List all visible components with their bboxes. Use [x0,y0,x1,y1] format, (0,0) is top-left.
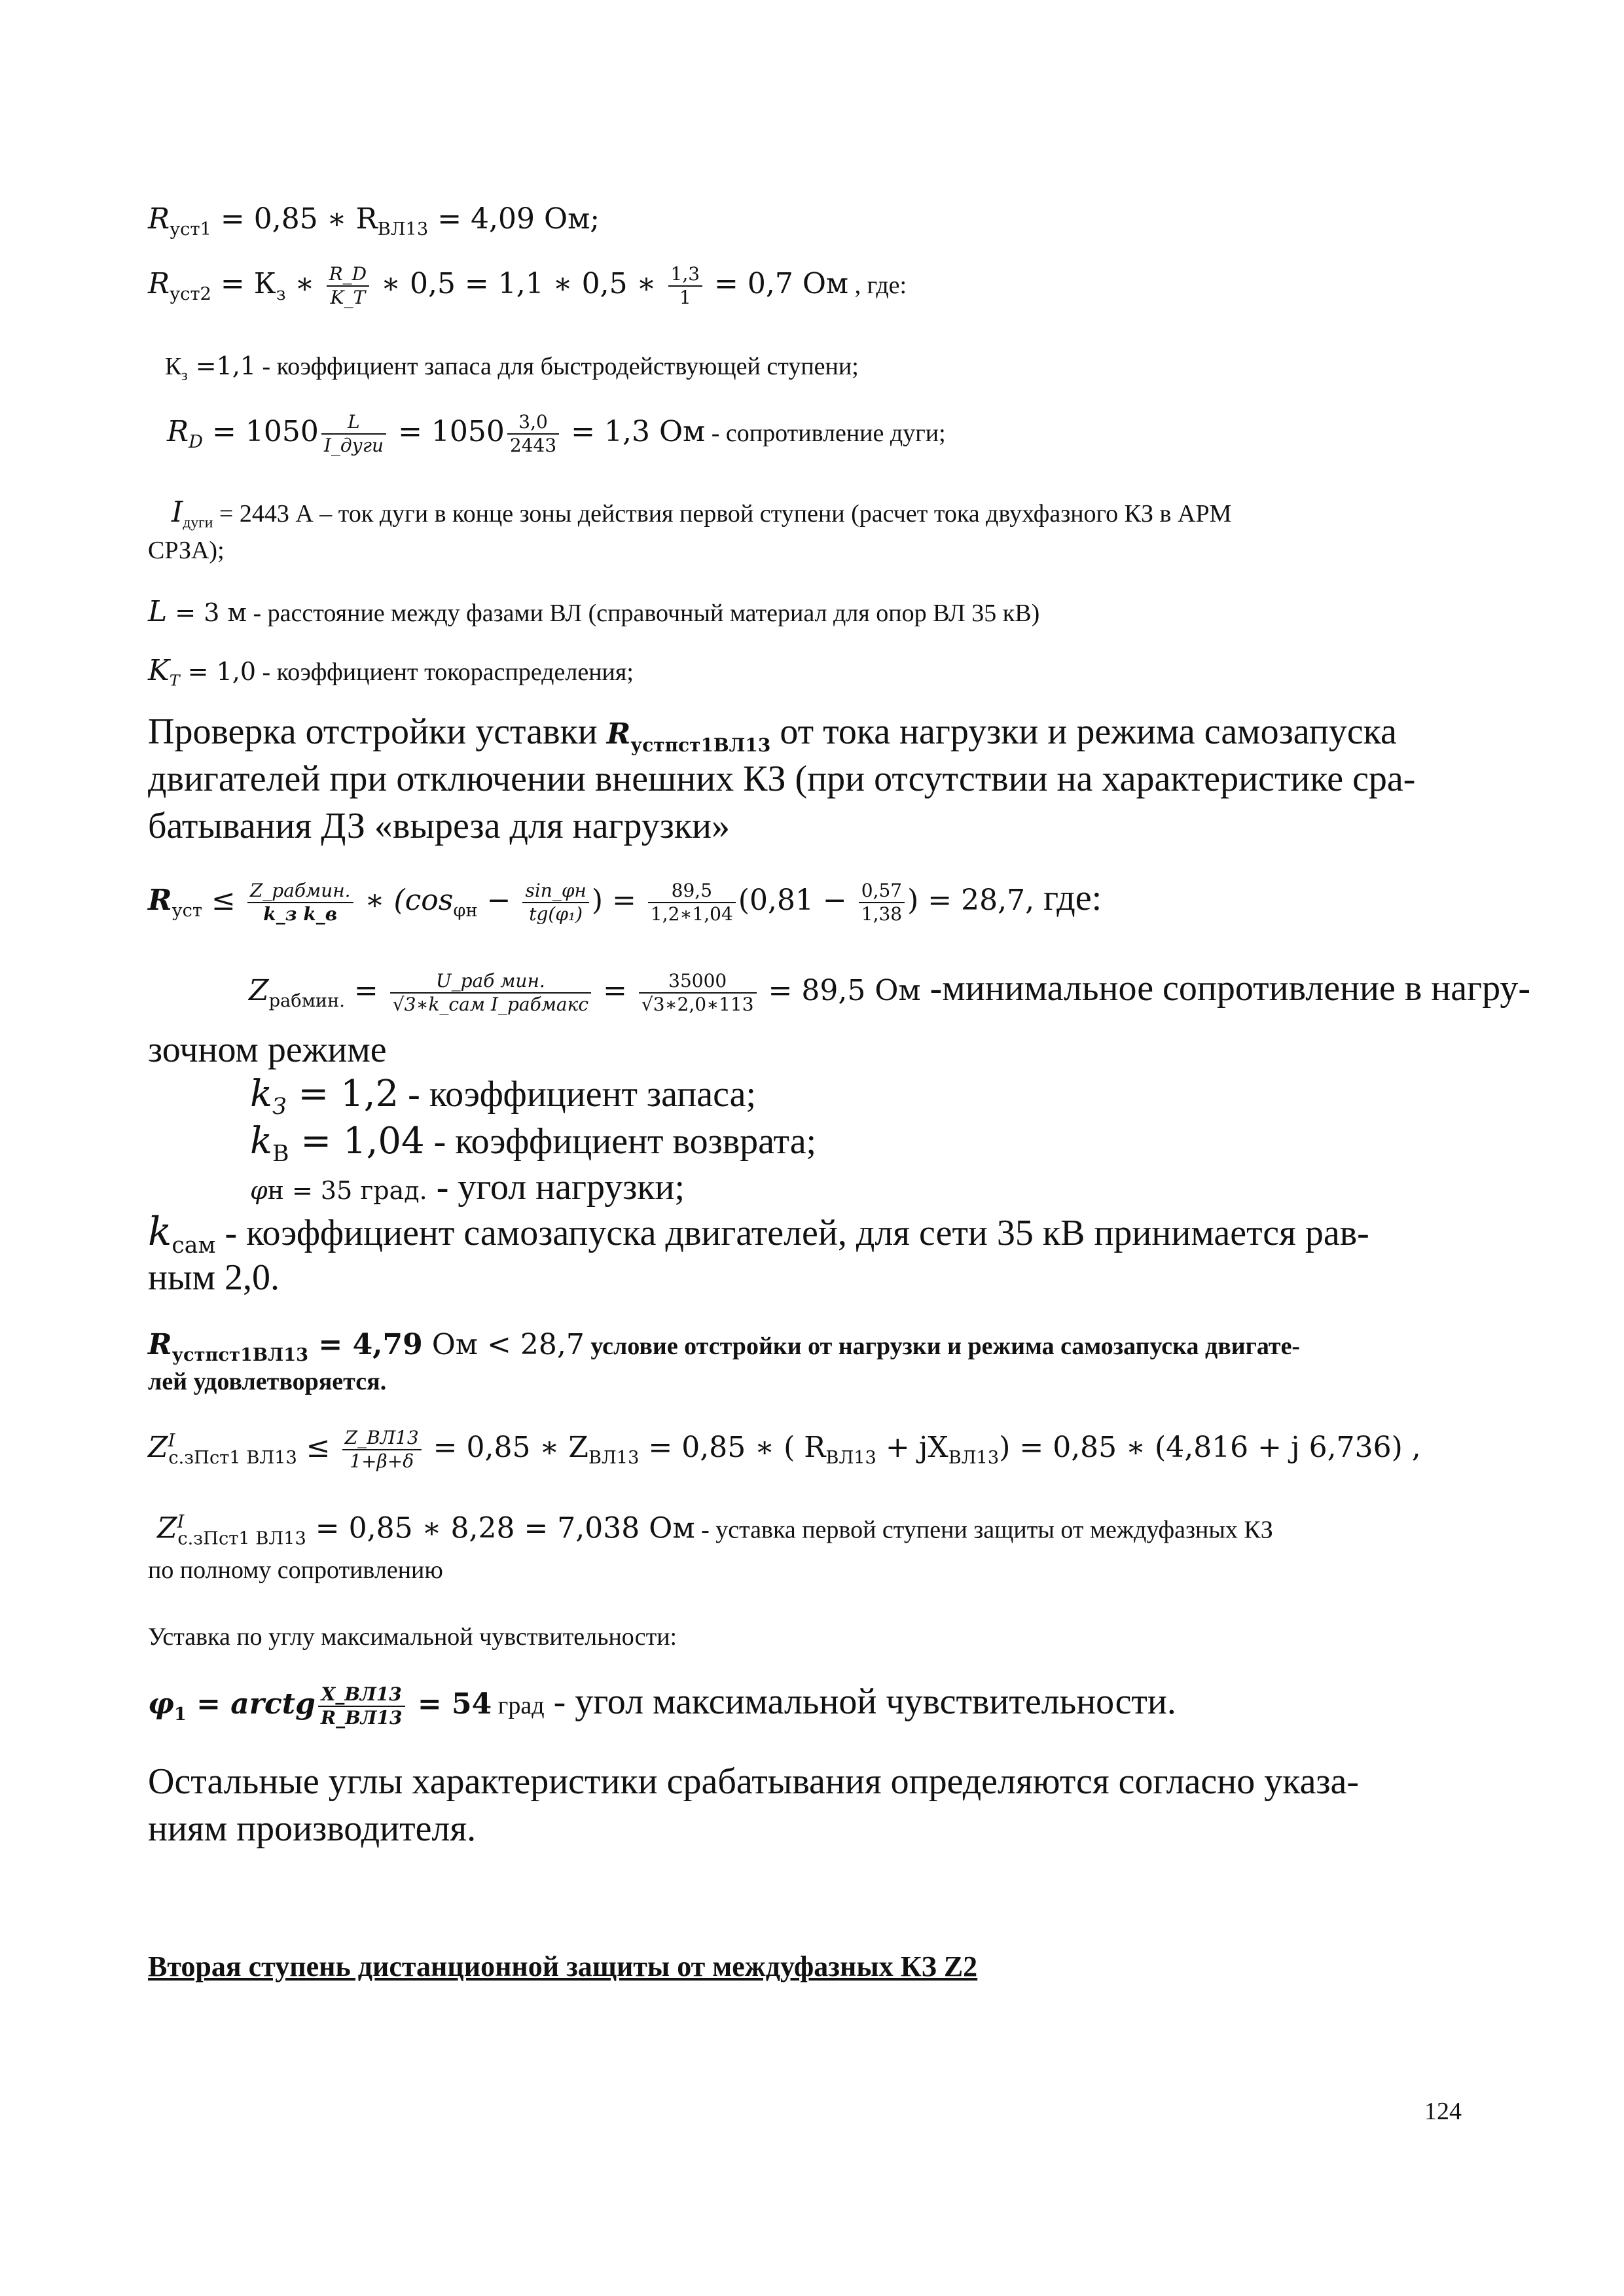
fraction-denominator: 1,38 [861,903,903,925]
fraction-numerator: X_ВЛ13 [318,1683,405,1707]
equation-part: = 0,85 ∗ R [211,202,378,236]
fraction-numerator: 0,57 [859,880,905,903]
subscript: устпст1ВЛ13 [630,734,771,757]
fraction-denominator: 1 [679,286,691,308]
symbol: φ [250,1176,268,1205]
description: - коэффициент запаса для быстродействующей ступени; [256,353,859,380]
fraction-denominator: 1+β+δ [350,1450,414,1472]
symbol: k [250,1120,272,1162]
symbol: k [250,1073,272,1115]
subscript: ВЛ13 [948,1447,1000,1468]
equation-part: ∗ (cos [355,884,454,917]
equation-z-rabmin-cont [148,1029,387,1071]
angle-setting-title: Уставка по углу максимальной чувствительности: [148,1623,677,1651]
description: - расстояние между фазами ВЛ (справочный материал для опор ВЛ 35 кВ) [247,600,1040,627]
equation-part: = [594,974,636,1007]
description: - коэффициент токораспределения; [256,658,634,686]
equation-rd [167,411,946,456]
equation-part: = arctg [186,1687,316,1721]
fraction-denominator: K_T [330,286,366,308]
value: = 1,0 [179,657,257,686]
equation-part: ∗ [285,267,324,301]
fraction [390,970,591,1015]
value: = 54 [407,1687,492,1721]
value: н = 35 град. [267,1176,427,1205]
description: - коэффициент запаса; [399,1074,757,1115]
equation-part: = 0,85 ∗ ( R [639,1431,826,1465]
equation-part: ) = 0,85 ∗ (4,816 + j 6,736) , [999,1431,1421,1465]
value: = 3 м [167,598,247,627]
equation-part: = К [211,267,276,301]
equation-part: = 1050 [203,415,319,449]
subscript: T [169,671,180,690]
description: - уставка первой ступени защиты от междуфазных КЗ [695,1516,1273,1544]
equation-part: ) = 28,7, [907,884,1035,917]
superscript: I [177,1512,185,1532]
equation-part: ≤ [202,884,245,917]
subscript: 1 [173,1703,187,1725]
equation-part: = 0,7 Ом [705,267,849,301]
fraction-numerator: 35000 [639,970,757,994]
text: двигателей при отключении внешних КЗ (при отсутствии на характеристике сра- [148,759,1416,799]
subscript: В [272,1141,289,1168]
fraction [522,880,588,925]
line-kt [148,655,634,690]
symbol: k [148,1209,172,1255]
subscript: φн [453,900,478,921]
description: = 2443 А – ток дуги в конце зоны действия первой ступени (расчет тока двухфазного КЗ в АРМ [213,500,1232,528]
value: = 1,2 [286,1073,399,1115]
symbol: R [606,717,631,751]
subscript: устпст1ВЛ13 [171,1344,309,1365]
fraction-denominator: √3∗2,0∗113 [641,993,754,1015]
equation-part: − [477,884,520,917]
subscript: дуги [183,514,213,531]
description: лей удовлетворяется. [148,1368,387,1395]
line-l [148,596,1039,629]
subscript: рабмин. [268,990,345,1011]
line-idugi [171,496,1231,532]
symbol: R [148,884,172,917]
description: по полному сопротивлению [148,1556,443,1584]
equation-part: = 0,85 ∗ 8,28 = 7,038 Ом [306,1511,695,1545]
subscript: уст1 [170,219,211,240]
line-kv [250,1121,816,1168]
equation-zcz-1 [148,1427,1421,1472]
equation-part: (0,81 − [738,884,856,917]
equation-part: = [344,974,388,1007]
subscript: сам [171,1232,216,1259]
fraction-numerator: U_раб мин. [390,970,591,994]
symbol: Z [148,1431,168,1465]
description: СРЗА); [148,537,225,564]
line-kz [165,352,859,385]
equation-part: = 1,3 Ом [562,415,706,449]
fraction-numerator: 3,0 [507,411,559,435]
text: Проверка отстройки уставки [148,711,607,752]
equation-zcz-2 [157,1512,1273,1549]
value: =1,1 [187,351,257,380]
description: - сопротивление дуги; [705,420,946,448]
equation-tail: где: [1034,878,1102,918]
symbol: R [148,1328,172,1361]
fraction-numerator: 1,3 [668,263,703,287]
fraction-denominator: k_з k_в [263,903,338,925]
symbol: φ [148,1687,174,1721]
fraction-denominator: 1,2∗1,04 [650,903,733,925]
paragraph-rest-line1 [148,1761,1359,1803]
section-heading: Вторая ступень дистанционной защиты от междуфазных КЗ Z2 [148,1950,978,1982]
paragraph-check-line1 [148,711,1397,756]
equation-r-ust2 [148,263,907,308]
superscript: I [168,1431,175,1452]
equation-part: ∗ 0,5 = 1,1 ∗ 0,5 ∗ [372,267,666,301]
equation-r-ust1 [148,203,600,240]
description: -минимальное сопротивление в нагру- [920,968,1531,1009]
fraction [342,1427,422,1472]
fraction [507,411,559,456]
symbol: Z [249,974,269,1007]
equation-part: = 1050 [389,415,505,449]
fraction-denominator: 2443 [509,434,557,456]
value: = 4,79 [308,1328,423,1361]
unit: град [492,1692,545,1719]
subscript: з [181,367,188,384]
equation-part: = 0,85 ∗ Z [424,1431,588,1465]
value: = 1,04 [289,1120,425,1162]
fraction [859,880,905,925]
equation-r-ust [148,877,1102,925]
fraction [648,880,736,925]
equation-zcz-2-cont [148,1556,443,1585]
symbol: Z [157,1511,177,1545]
subscript: з [276,283,286,304]
line-condition-cont [148,1368,386,1397]
subscript: З [272,1094,287,1121]
subscript: ВЛ13 [377,219,429,240]
equation-part: + jX [876,1431,948,1465]
subscript: с.зПст1 ВЛ13 [168,1447,297,1468]
symbol: L [148,595,168,628]
fraction-denominator: tg(φ₁) [529,903,583,925]
line-k3 [250,1073,756,1121]
fraction-numerator: Z_ВЛ13 [342,1427,422,1450]
fraction-numerator: sin_φн [522,880,588,903]
equation-part: = 89,5 Ом [759,974,921,1007]
description: - угол нагрузки; [427,1167,685,1208]
symbol: K [148,654,170,687]
fraction [639,970,757,1015]
subscript: ВЛ13 [825,1447,876,1468]
equation-phi1 [148,1681,1176,1729]
description: ным 2,0. [148,1257,280,1298]
line-idugi-cont [148,537,225,565]
fraction [247,880,353,925]
description: - угол максимальной чувствительности. [544,1681,1176,1722]
symbol: R [167,415,189,449]
fraction-denominator: I_дуги [323,434,384,456]
fraction [318,1683,405,1729]
description: зочном режиме [148,1030,387,1070]
paragraph-check-line2 [148,758,1415,800]
page-number: 124 [1424,2098,1462,2125]
fraction [327,263,370,308]
fraction-numerator: R_D [327,263,370,287]
subscript: с.зПст1 ВЛ13 [177,1528,306,1549]
line-ksam [148,1210,1369,1259]
equation-z-rabmin [249,967,1530,1015]
subscript: уст2 [170,283,211,304]
fraction-numerator: 89,5 [648,880,736,903]
fraction-denominator: √3∗k_сам I_рабмакс [392,993,589,1015]
symbol: К [165,353,182,380]
symbol: I [171,495,183,529]
line-ksam-cont [148,1257,280,1299]
text: от тока нагрузки и режима самозапуска [770,711,1397,752]
text: батывания ДЗ «выреза для нагрузки» [148,806,731,846]
equation-tail: , где: [848,272,907,300]
line-phi-n [250,1166,685,1208]
symbol: R [148,202,170,236]
equation-part: ≤ [297,1431,340,1465]
fraction [321,411,386,456]
equation-part: = 4,09 Ом; [428,202,600,236]
subscript: ВЛ13 [588,1447,640,1468]
fraction [668,263,703,308]
paragraph-check-line3 [148,805,730,847]
description: - коэффициент самозапуска двигателей, для сети 35 кВ принимается рав- [215,1213,1369,1253]
fraction-numerator: Z_рабмин. [247,880,353,903]
fraction-numerator: L [321,411,386,435]
symbol: R [148,267,170,301]
fraction-denominator: R_ВЛ13 [320,1706,403,1729]
text: Остальные углы характеристики срабатывания определяются согласно указа- [148,1761,1360,1802]
subscript: уст [171,900,202,921]
description: - коэффициент возврата; [424,1121,817,1162]
subscript: D [189,431,204,452]
equation-part: Ом < 28,7 [422,1328,585,1361]
paragraph-rest-line2 [148,1808,476,1850]
line-condition [148,1329,1300,1365]
text: ниям производителя. [148,1808,477,1849]
description: условие отстройки от нагрузки и режима самозапуска двигате- [584,1333,1301,1360]
equation-part: ) = [591,884,645,917]
